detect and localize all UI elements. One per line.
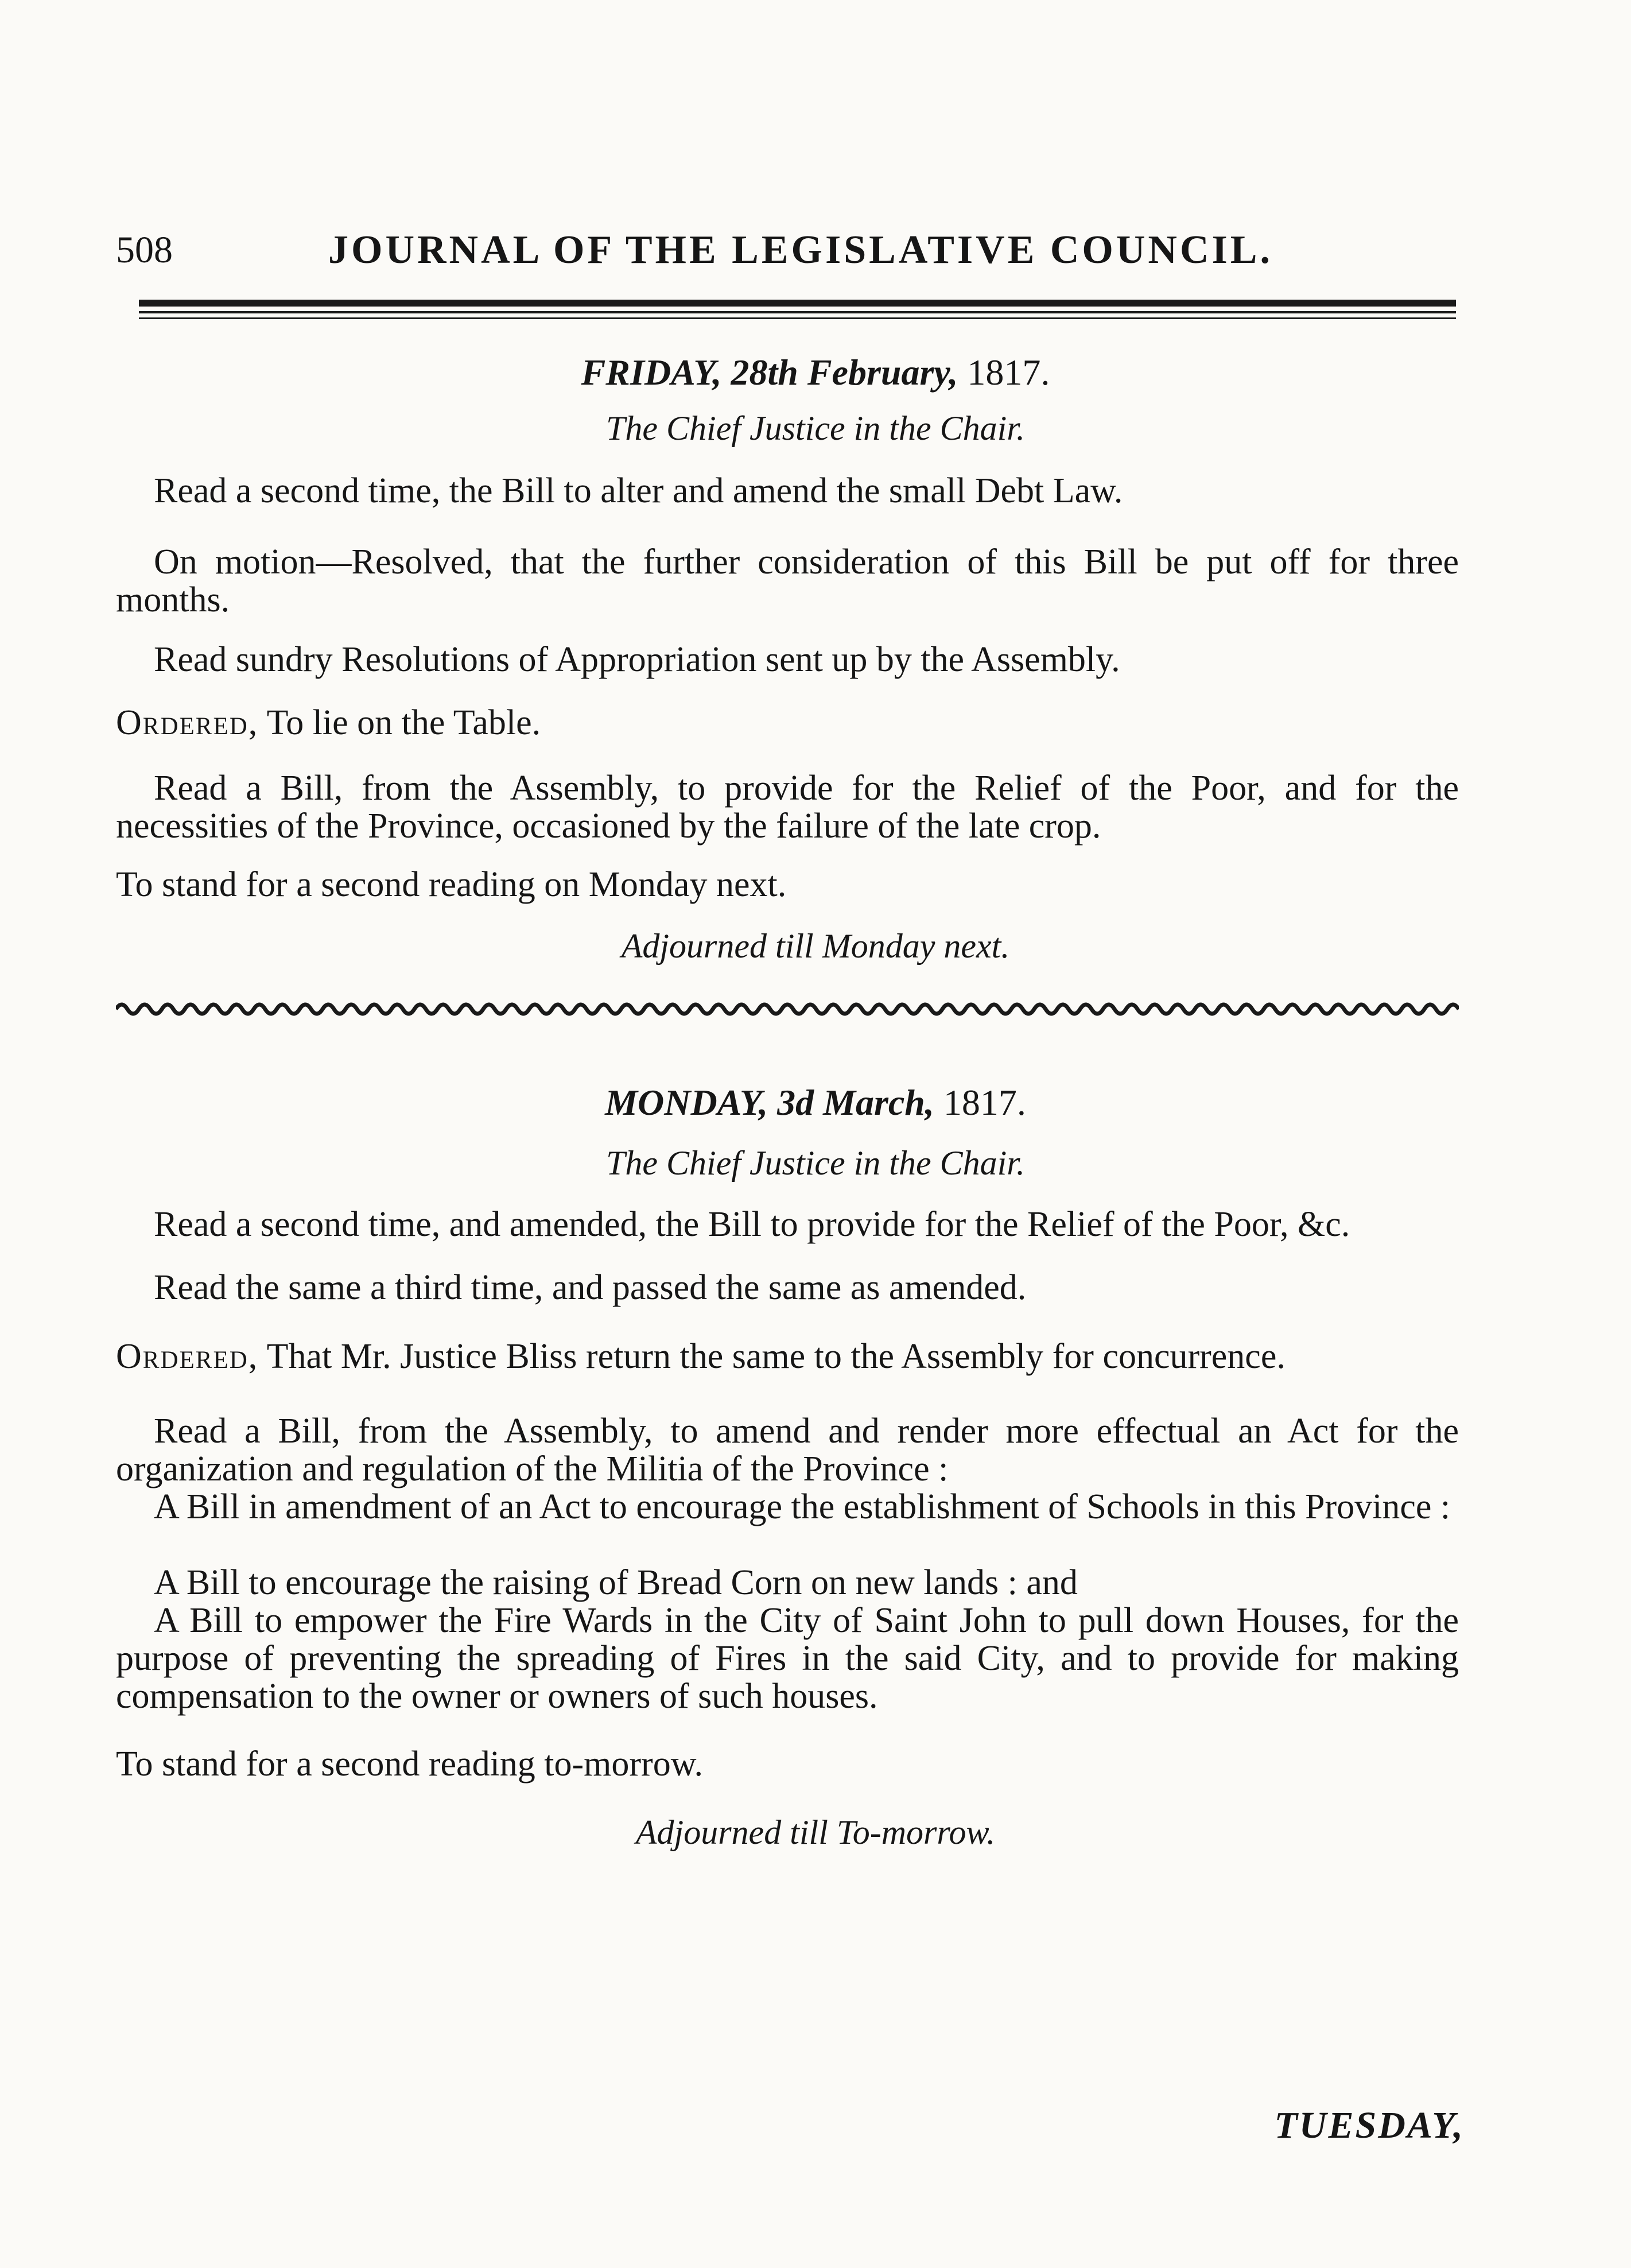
monday-para-5: A Bill in amendment of an Act to encourage the establishment of Schools in this Province : xyxy=(154,1487,1451,1526)
monday-para-3 xyxy=(116,1337,1459,1375)
monday-year: 1817. xyxy=(943,1082,1026,1123)
running-title: JOURNAL OF THE LEGISLATIVE COUNCIL. xyxy=(328,228,1273,272)
ordered-text: That Mr. Justice Bliss return the same to the Assembly for concurrence. xyxy=(258,1337,1286,1376)
friday-date: FRIDAY, 28th February, xyxy=(581,352,958,393)
ordered-label: Ordered, xyxy=(116,703,259,742)
friday-para-4 xyxy=(116,704,1459,742)
friday-para-1: Read a second time, the Bill to alter and amend the small Debt Law. xyxy=(154,471,1123,510)
monday-chair-line: The Chief Justice in the Chair. xyxy=(606,1144,1025,1182)
section-divider-ornament xyxy=(116,998,1459,1021)
monday-date-heading xyxy=(0,1081,1631,1124)
monday-para-1: Read a second time, and amended, the Bill to provide for the Relief of the Poor, &c. xyxy=(154,1205,1350,1244)
page-number: 508 xyxy=(116,229,173,271)
ordered-label: Ordered, xyxy=(116,1337,259,1376)
monday-para-2: Read the same a third time, and passed the same as amended. xyxy=(154,1268,1027,1307)
monday-para-4: Read a Bill, from the Assembly, to amend and render more effectual an Act for the organization and regulation of the Militia of the Province : xyxy=(116,1412,1459,1488)
friday-adjournment: Adjourned till Monday next. xyxy=(621,927,1010,965)
header-rule-thin xyxy=(139,311,1456,313)
header-rule-thick xyxy=(139,300,1456,307)
catchword: TUESDAY, xyxy=(1274,2104,1465,2146)
ordered-text: To lie on the Table. xyxy=(258,703,541,742)
monday-adjournment: Adjourned till To-morrow. xyxy=(635,1813,996,1851)
monday-para-7: A Bill to empower the Fire Wards in the City of Saint John to pull down Houses, for the purpose of preventing the spreading of Fires in the said City, and to provide for making compensation to the owner or owners of such houses. xyxy=(116,1601,1459,1716)
friday-date-heading xyxy=(0,351,1631,394)
monday-para-6: A Bill to encourage the raising of Bread Corn on new lands : and xyxy=(154,1563,1078,1602)
friday-para-6: To stand for a second reading on Monday next. xyxy=(116,865,787,904)
header-rule-thin-2 xyxy=(139,317,1456,319)
friday-para-3: Read sundry Resolutions of Appropriation sent up by the Assembly. xyxy=(154,640,1120,679)
friday-chair-line: The Chief Justice in the Chair. xyxy=(606,409,1025,447)
monday-para-8: To stand for a second reading to-morrow. xyxy=(116,1744,703,1784)
friday-para-2: On motion—Resolved, that the further consideration of this Bill be put off for three months. xyxy=(116,542,1459,619)
friday-year: 1817. xyxy=(967,352,1050,393)
monday-date: MONDAY, 3d March, xyxy=(605,1082,934,1123)
friday-para-5: Read a Bill, from the Assembly, to provide for the Relief of the Poor, and for the necessities of the Province, occasioned by the failure of the late crop. xyxy=(116,769,1459,846)
